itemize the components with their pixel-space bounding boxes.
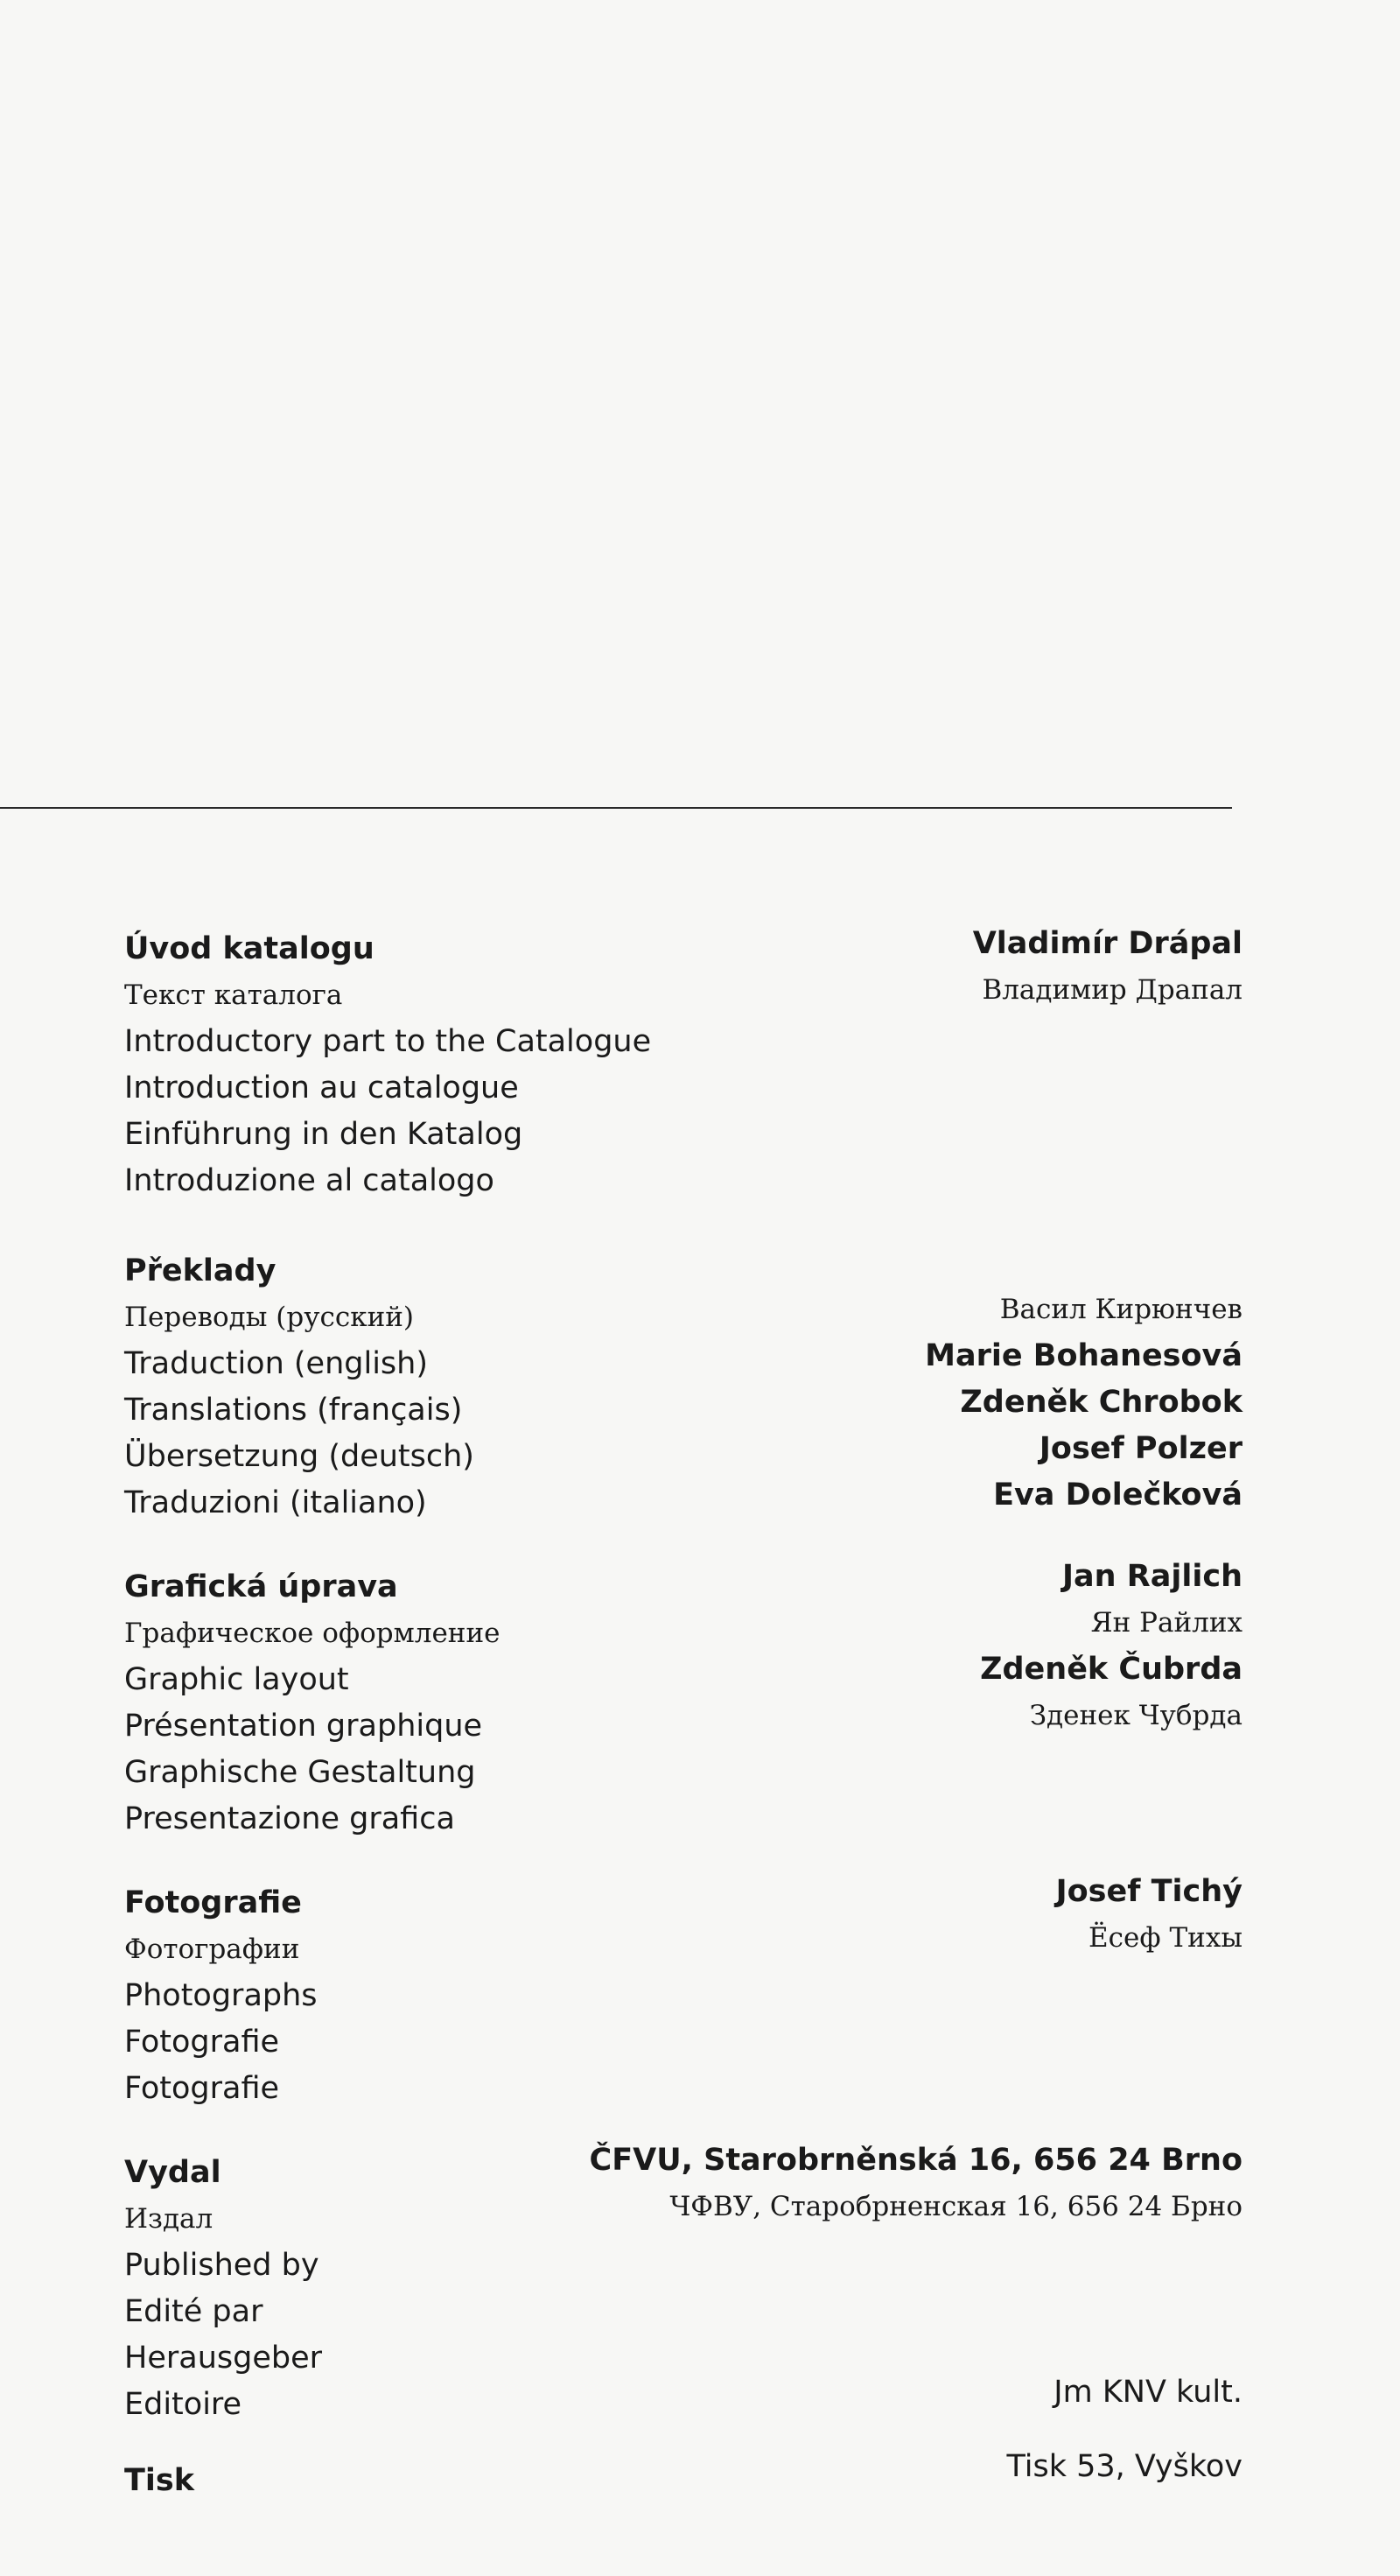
label-line: Фотографии	[124, 1934, 300, 1965]
credit-name-ru: Владимир Драпал	[982, 974, 1242, 1006]
label-line: Traduzioni (italiano)	[124, 1485, 427, 1520]
credit-name-ru: Зденек Чубрда	[1029, 1700, 1242, 1731]
credit-name: Josef Tichý	[1055, 1874, 1242, 1909]
label-line: Einführung in den Katalog	[124, 1117, 523, 1152]
label-line: Übersetzung (deutsch)	[124, 1439, 474, 1474]
credit-name-ru: Васил Кирюнчев	[999, 1294, 1242, 1325]
section-graphic	[124, 1564, 500, 1843]
credits-intro	[973, 921, 1242, 1014]
label-line: Editoire	[124, 2387, 242, 2422]
credits-photo	[1056, 1869, 1242, 1962]
label-line: Графическое оформление	[124, 1618, 500, 1649]
label-line: Introductory part to the Catalogue	[124, 1024, 652, 1059]
label-line: Traduction (english)	[124, 1346, 428, 1381]
credit-name-ru: Ёсеф Тихы	[1088, 1922, 1242, 1954]
label-line: Переводы (русский)	[124, 1302, 414, 1333]
printer-line: Tisk 53, Vyškov	[1006, 2449, 1242, 2484]
credit-name: Marie Bohanesová	[925, 1338, 1242, 1373]
section-translations	[124, 1248, 474, 1527]
section-heading: Grafická úprava	[124, 1569, 398, 1604]
credits-translations	[925, 1287, 1242, 1519]
label-line: Fotografie	[124, 2025, 280, 2060]
printer-line: Jm KNV kult.	[1054, 2375, 1242, 2410]
credit-name: Zdeněk Čubrda	[980, 1652, 1242, 1687]
label-line: Published by	[124, 2248, 319, 2283]
credit-name: Josef Polzer	[1039, 1431, 1242, 1466]
credit-name: Zdeněk Chrobok	[960, 1385, 1242, 1420]
section-print	[124, 2458, 194, 2504]
label-line: Présentation graphique	[124, 1709, 483, 1744]
label-line: Herausgeber	[124, 2341, 322, 2376]
horizontal-rule	[0, 807, 1232, 809]
credit-name: Vladimír Drápal	[972, 926, 1242, 961]
label-line: Graphische Gestaltung	[124, 1755, 476, 1790]
label-line: Текст каталога	[124, 979, 343, 1011]
publisher-address: ČFVU, Starobrněnská 16, 656 24 Brno	[589, 2143, 1242, 2178]
label-line: Graphic layout	[124, 1662, 349, 1697]
section-heading: Tisk	[124, 2463, 194, 2498]
section-intro	[124, 926, 651, 1204]
label-line: Photographs	[124, 1978, 318, 2013]
section-publisher	[124, 2150, 322, 2428]
label-line: Introduzione al catalogo	[124, 1163, 494, 1198]
section-heading: Fotografie	[124, 1885, 302, 1920]
publisher-address-ru: ЧФВУ, Старобрненская 16, 656 24 Брно	[669, 2191, 1242, 2222]
section-photo	[124, 1880, 318, 2112]
label-line: Presentazione grafica	[124, 1801, 455, 1836]
section-heading: Vydal	[124, 2155, 221, 2190]
label-line: Издал	[124, 2203, 214, 2235]
label-line: Edité par	[124, 2294, 263, 2329]
credits-graphic	[980, 1554, 1242, 1739]
label-line: Translations (français)	[124, 1393, 463, 1428]
label-line: Fotografie	[124, 2071, 280, 2106]
label-line: Introduction au catalogue	[124, 1070, 519, 1106]
credits-publisher	[590, 2137, 1242, 2230]
section-heading: Překlady	[124, 1253, 276, 1288]
section-heading: Úvod katalogu	[124, 931, 374, 966]
credit-name-ru: Ян Райлих	[1090, 1607, 1242, 1639]
credits-print	[1006, 2369, 1242, 2490]
credit-name: Jan Rajlich	[1062, 1559, 1242, 1594]
credit-name: Eva Dolečková	[993, 1478, 1242, 1513]
